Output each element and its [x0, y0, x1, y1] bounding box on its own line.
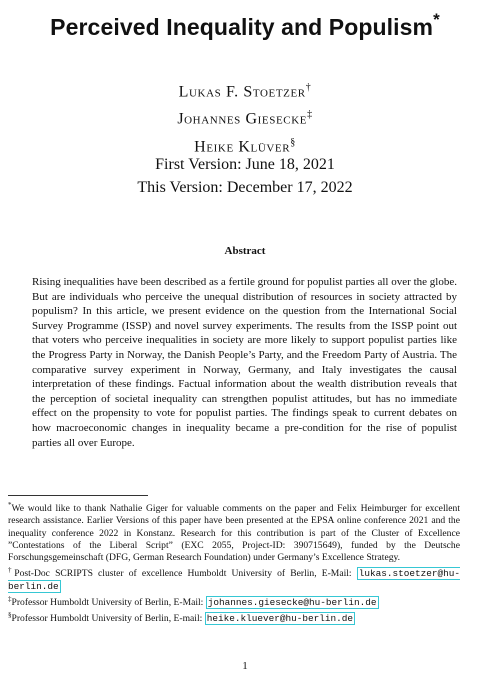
- author-2-name: Johannes Giesecke: [177, 110, 308, 128]
- email-link-stoetzer[interactable]: lukas.stoetzer@hu-berlin.de: [8, 568, 460, 592]
- page-number: 1: [242, 660, 248, 672]
- author-2-mark: ‡: [307, 109, 313, 121]
- author-1-mark: †: [305, 82, 312, 93]
- footnote-1-mark: *: [8, 501, 12, 509]
- footnote-1-text: We would like to thank Nathalie Giger for valuable comments on the paper and Felix Heimburger for excellent research assistance. Earlier Versions of this paper have been presented at the EPSA online conference 2021 and the inequality conference 2022 in Konstanz. Research for this contribution is part of the Cluster of Excellence ”Contestations of the Liberal Script” (EXC 2055, Project-ID: 390715649), funded by the Deutsche Forschungsgemeinschaft (DFG, German Research Foundation) under Germany’s Excellence Strategy.: [8, 503, 460, 563]
- paper-title-text: Perceived Inequality and Populism: [50, 14, 434, 40]
- abstract-heading: Abstract: [224, 245, 266, 257]
- footnote-acknowledgements: [8, 499, 460, 564]
- author-list: [0, 76, 490, 158]
- footnote-3-mark: ‡: [8, 594, 12, 603]
- first-version: First Version: June 18, 2021: [155, 156, 335, 173]
- title-footnote-mark: *: [433, 10, 440, 29]
- footnote-author-3: [8, 609, 460, 625]
- author-1: [0, 76, 490, 103]
- footnote-2-mark: †: [8, 566, 15, 575]
- footnote-author-2: [8, 593, 460, 609]
- footnote-4-mark: §: [8, 611, 12, 620]
- footnote-rule: [8, 495, 148, 496]
- footnote-4-text: Professor Humboldt University of Berlin, E-mail:: [11, 613, 203, 625]
- author-2: [0, 103, 490, 130]
- version-info: [0, 153, 490, 199]
- abstract-body: Rising inequalities have been described as a fertile ground for populist parties all over the globe. But are individuals who perceive the unequal distribution of resources in society attracted by populism? In this article, we present evidence on the question from the International Social Survey Programme (ISSP) and novel survey experiments. The results from the ISSP point out that voters who perceive inequalities in society are more likely to support populist parties like the Progress Party in Norway, the Danish People’s Party, and the Freedom Party of Austria. The comparative survey experiment in Norway, Germany, and Italy investigates the causal interpretation of these findings. Factual information about the wealth distribution reveals that the perception of societal inequality can strengthen populist attitudes, but has no immediate effect on the propensity to vote for populist parties. The findings speak to current debates on how macroeconomic changes in inequality became a pre-condition for the rise of populist parties all over Europe.: [32, 276, 457, 449]
- footnote-3-text: Professor Humboldt University of Berlin, E-Mail:: [11, 596, 204, 608]
- author-1-name: Lukas F. Stoetzer: [178, 83, 306, 101]
- author-3-name: Heike Klüver: [194, 137, 291, 155]
- footnote-author-1: [8, 564, 460, 593]
- author-3-mark: §: [290, 136, 296, 148]
- this-version: This Version: December 17, 2022: [137, 179, 353, 196]
- footnotes: [8, 499, 460, 626]
- paper-title: [0, 10, 490, 41]
- footnote-2-text: Post-Doc SCRIPTS cluster of excellence Humboldt University of Berlin, E-Mail:: [14, 568, 352, 580]
- email-link-kluever[interactable]: heike.kluever@hu-berlin.de: [206, 613, 353, 625]
- email-link-giesecke[interactable]: johannes.giesecke@hu-berlin.de: [207, 596, 377, 608]
